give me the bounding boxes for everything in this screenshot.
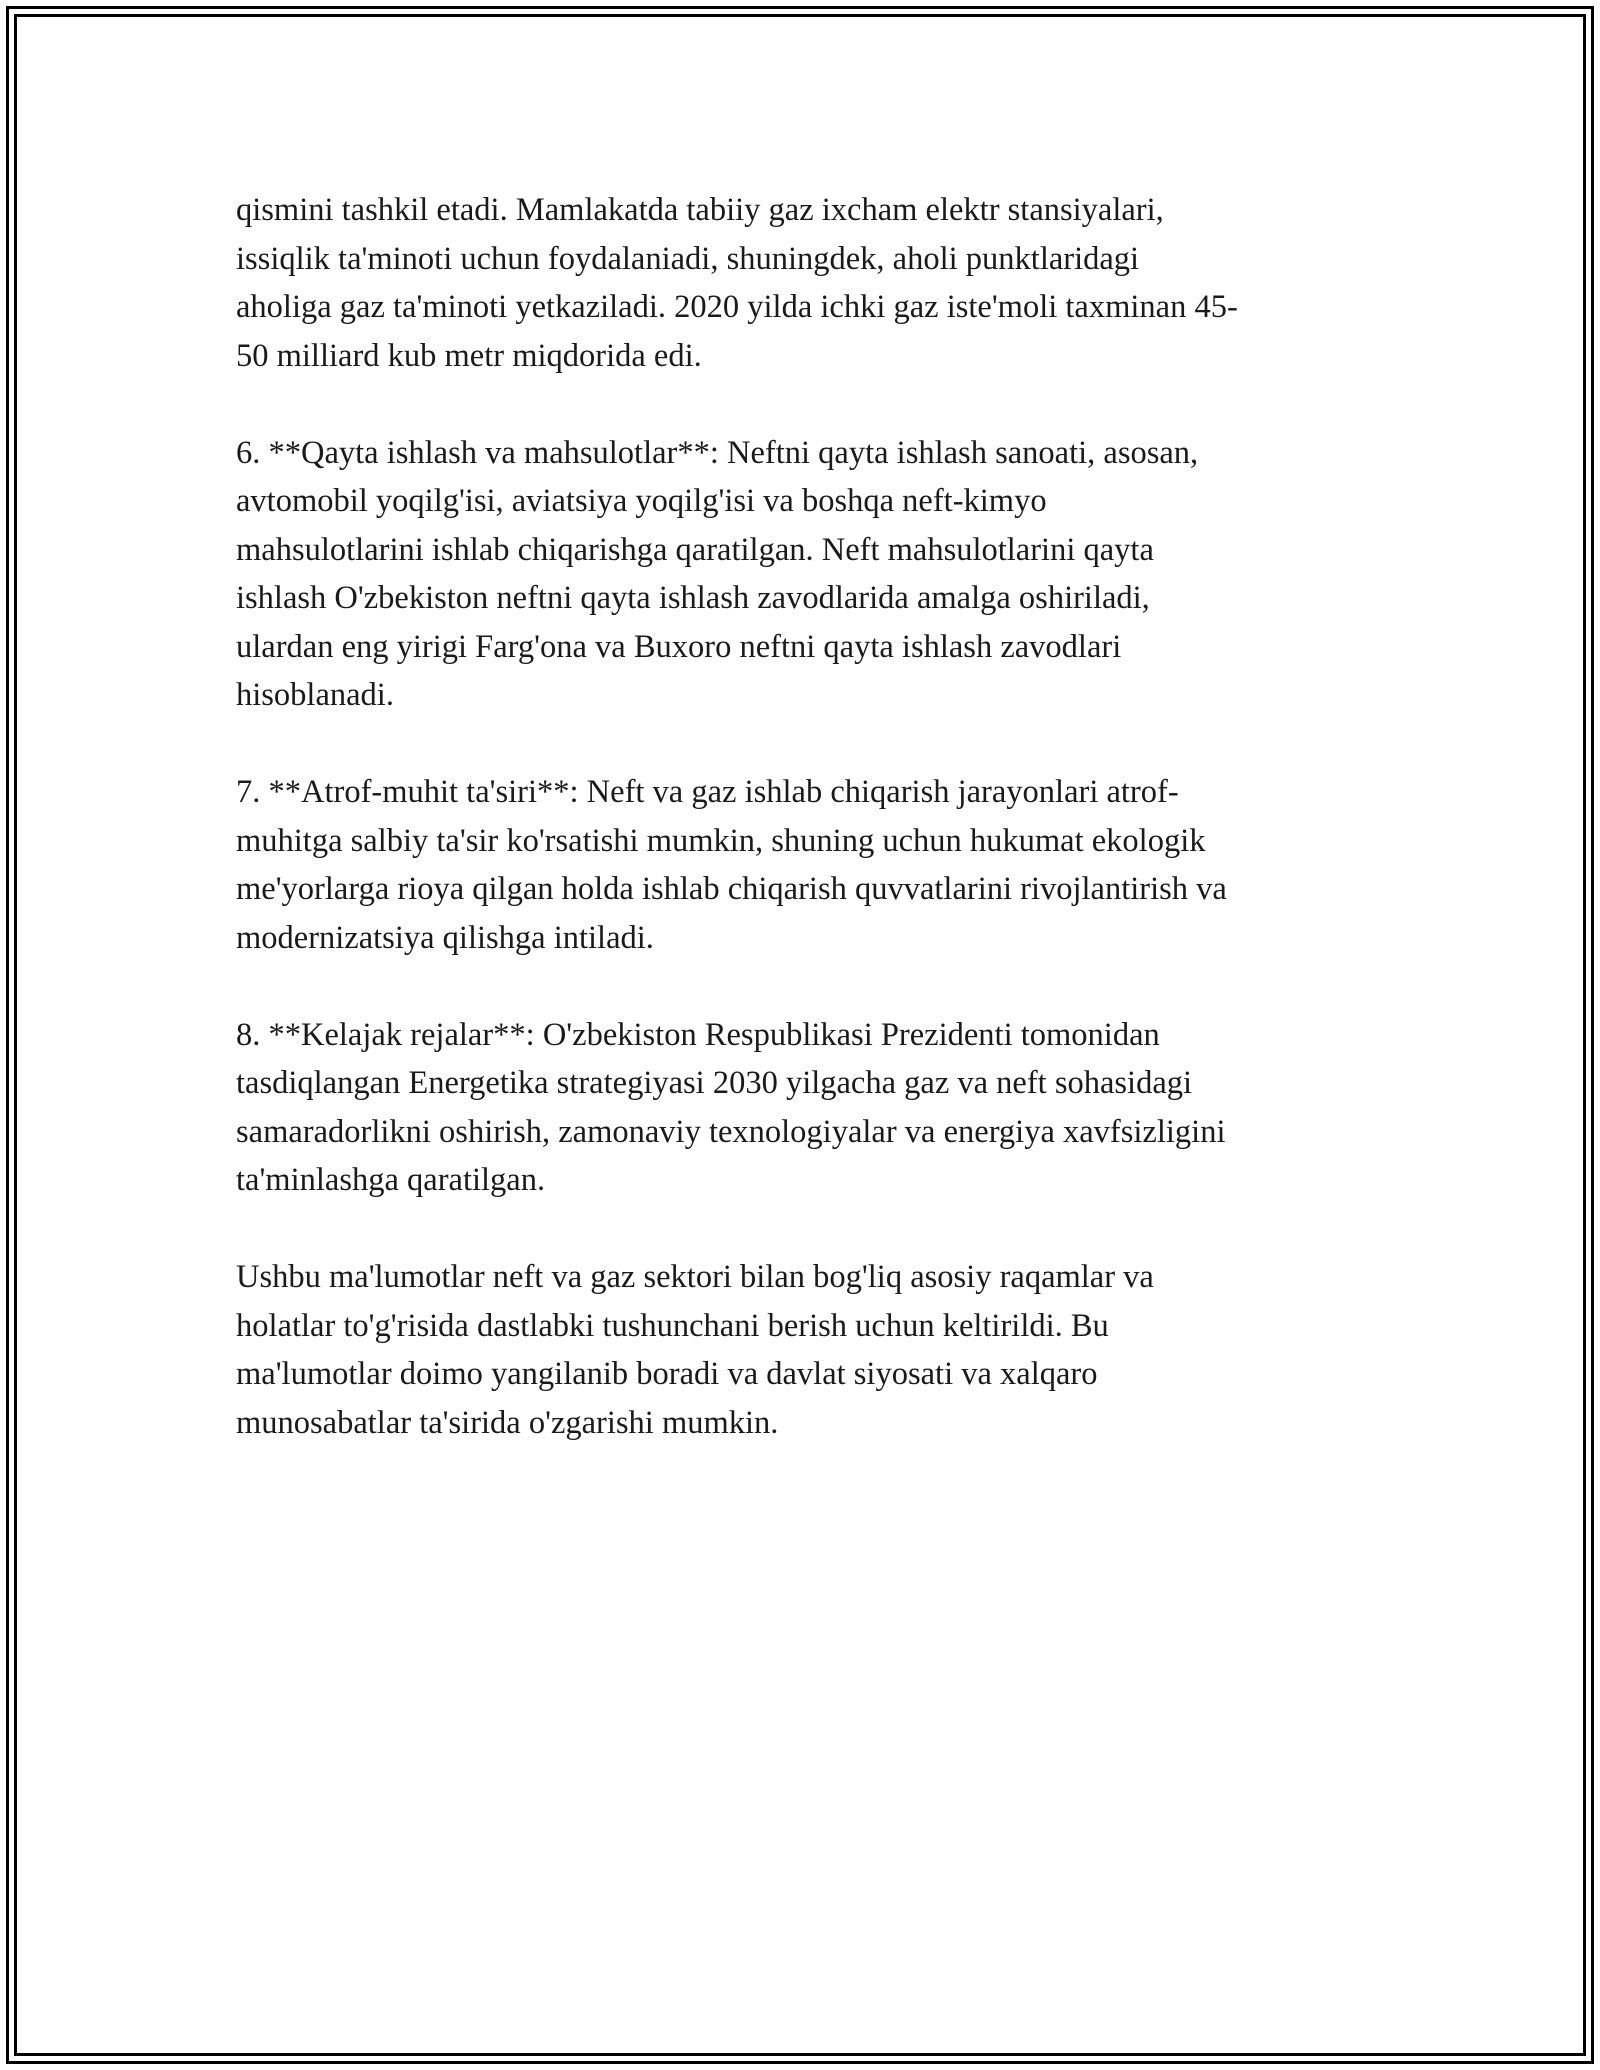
document-body	[236, 186, 1396, 1496]
paragraph-refining-products: 6. **Qayta ishlash va mahsulotlar**: Neftni qayta ishlash sanoati, asosan, avtomobil yoqilg'isi, aviatsiya yoqilg'isi va boshqa neft-kimyo mahsulotlarini ishlab chiqarishga qaratilgan. Neft mahsulotlarini qayta ishlash O'zbekiston neftni qayta ishlash zavodlarida amalga oshiriladi, ulardan eng yirigi Farg'ona va Buxoro neftni qayta ishlash zavodlari hisoblanadi.	[236, 434, 1199, 713]
paragraph-gas-consumption: qismini tashkil etadi. Mamlakatda tabiiy gaz ixcham elektr stansiyalari, issiqlik ta'minoti uchun foydalaniadi, shuningdek, aholi punktlaridagi aholiga gaz ta'minoti yetkaziladi. 2020 yilda ichki gaz iste'moli taxminan 45- 50 milliard kub metr miqdorida edi.	[236, 192, 1238, 374]
paragraph-conclusion: Ushbu ma'lumotlar neft va gaz sektori bilan bog'liq asosiy raqamlar va holatlar to'g'risida dastlabki tushunchani berish uchun keltirildi. Bu ma'lumotlar doimo yangilanib boradi va davlat siyosati va xalqaro munosabatlar ta'sirida o'zgarishi mumkin.	[236, 1259, 1154, 1441]
paragraph-environmental-impact: 7. **Atrof-muhit ta'siri**: Neft va gaz ishlab chiqarish jarayonlari atrof- muhitga salbiy ta'sir ko'rsatishi mumkin, shuning uchun hukumat ekologik me'yorlarga rioya qilgan holda ishlab chiqarish quvvatlarini rivojlantirish va modernizatsiya qilishga intiladi.	[236, 774, 1227, 956]
paragraph-future-plans: 8. **Kelajak rejalar**: O'zbekiston Respublikasi Prezidenti tomonidan tasdiqlangan Energetika strategiyasi 2030 yilgacha gaz va neft sohasidagi samaradorlikni oshirish, zamonaviy texnologiyalar va energiya xavfsizligini ta'minlashga qaratilgan.	[236, 1016, 1226, 1198]
